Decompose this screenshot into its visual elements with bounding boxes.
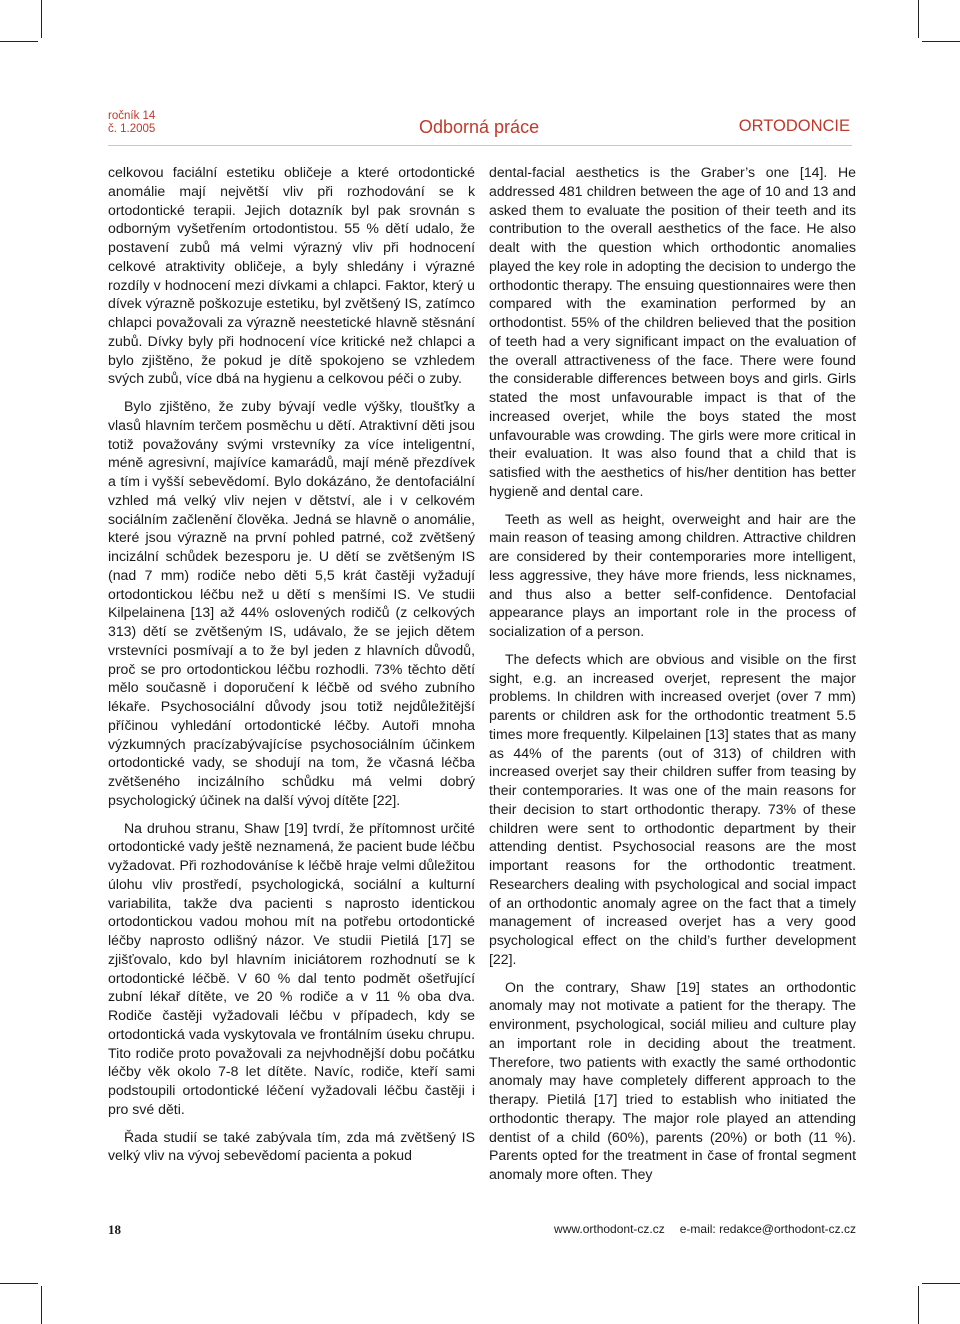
crop-mark (918, 1286, 919, 1324)
article-type: Odborná práce (419, 117, 540, 137)
crop-mark (0, 1283, 38, 1284)
issue-info (108, 110, 155, 136)
crop-mark (918, 0, 919, 38)
volume-label: ročník 14 (108, 110, 156, 122)
paragraph: Řada studií se také zabývala tím, zda má zvětšený IS velký vliv na vývoj sebevědomí pacienta a pokud (108, 1128, 475, 1164)
paragraph: celkovou faciální estetiku obličeje a které ortodontické anomálie mají největší vliv při rozhodování se k ortodontické terapii. Jejich dotazník byl pak srovnán s odborným vyšetřením ortodontistou. 55 % dětí udalo, že postavení zubů má velmi výrazný vliv při hodnocení celkové atraktivity obličeje, a byly shledány i výrazné rozdíly v hodnocení mezi dívkami a chlapci. Faktor, který u dívek výrazně poškozuje estetiku, byl zvětšený IS, zatímco chlapci považovali za výrazně neestetické hlavně stěsnání zubů. Dívky byly při hodnocení více kritické než chlapci a bylo zjištěno, že pokud je dítě spokojeno se vzhledem svých zubů, více dbá na hygienu a celkovou péči o zuby. (108, 164, 475, 387)
header-divider (108, 145, 852, 146)
crop-mark (922, 1283, 960, 1284)
crop-mark (41, 0, 42, 38)
crop-mark (922, 41, 960, 42)
website-link[interactable]: www.orthodont-cz.cz (554, 1222, 665, 1236)
paragraph: Teeth as well as height, overweight and hair are the main reason of teasing among children. Attractive children are considered by their contemporaries more intelligent, less aggressive, they háve more friends, less nicknames, and thus also a better self-confidence. Dentofacial appearance plays an important role in the process of socialization of a person. (489, 510, 856, 639)
paragraph: The defects which are obvious and visible on the first sight, e.g. an increased overjet, represent the major problems. In children with increased overjet (over 7 mm) parents or children ask for the orthodontic treatment 5.5 times more frequently. Kilpelainen [13] states that as many as 44% of the parents (out of 313) of children with increased overjet say their children suffer from teasing by their contemporaries. It was one of the main reasons for their decision to start orthodontic therapy. 73% of these children were sent to orthodontic department by their attending dentist. Psychosocial reasons are the most important reasons for the orthodontic treatment. Researchers dealing with psychological and social impact of an orthodontic anomaly agree on the fact that a timely management of increased overjet has a very good psychological effect on the child’s further development [22]. (489, 650, 856, 967)
email-link[interactable]: e-mail: redakce@orthodont-cz.cz (679, 1222, 856, 1236)
paragraph: dental-facial aesthetics is the Graber’s one [14]. He addressed 481 children between the age of 10 and 13 and asked them to evaluate the position of their teeth and its contribution to the overall aesthetics of the face. He also dealt with the question which orthodontic anomalies played the key role in adopting the decision to undergo the orthodontic therapy. The ensuing questionnaires were then compared with the examination performed by an orthodontist. 55% of the children believed that the position of teeth had a very significant impact on the evaluation of the overall attractiveness of the face. There were found the considerable differences between boys and girls. Girls stated the most unfavourable impact is that of the increased overjet, while the boys stated the most unfavourable was crowding. The girls were more critical in their evaluation. It was also found that a child that is satisfied with the aesthetics of his/her dentition has better hygieně and dental care. (489, 164, 856, 499)
right-column (489, 163, 856, 1184)
paragraph: Na druhou stranu, Shaw [19] tvrdí, že přítomnost určité ortodontické vady ještě neznamená, že pacient bude léčbu vyžadovat. Při rozhodováníse k léčbě hraje velmi důležitou úlohu vliv prostředí, psychologická, sociální a kulturní variabilita, takže dva pacienti s naprosto identickou ortodontickou vadou mohou mít na potřebu ortodontické léčby naprosto odlišný názor. Ve studii Pietilá [17] se zjišťovalo, kdo byl hlavním iniciátorem rozhodnutí se k ortodontické léčbě. V 60 % dal tento podmět ošetřující zubní lékař dítěte, ve 20 % rodiče a v 11 % oba dva. Rodiče častěji vyžadovali léčbu v případech, kdy se ortodontická vada vyskytovala ve frontálním úseku chrupu. Tito rodiče proto považovali za nejvhodnější dobu počátku léčby věk okolo 7-8 let dítěte. Navíc, rodiče, kteří sami podstoupili ortodontické léčení vyžadovali léčbu častěji i pro své děti. (108, 819, 475, 1117)
footer-contact (554, 1222, 856, 1236)
crop-mark (0, 41, 38, 42)
left-column (108, 163, 475, 1165)
paragraph: On the contrary, Shaw [19] states an orthodontic anomaly may not motivate a patient for the therapy. The environment, psychological, sociál milieu and culture play an important role in deciding about the treatment. Therefore, two patients with exactly the samé orthodontic anomaly may have completely different approach to the therapy. Pietilá [17] tried to establish who initiated the orthodontic therapy. The major role played an attending dentist of a child (60%), parents (20%) or both (11 %). Parents opted for the treatment in čase of frontal segment anomaly more often. They (489, 978, 856, 1182)
issue-label: č. 1.2005 (108, 123, 156, 135)
paragraph: Bylo zjištěno, že zuby bývají vedle výšky, tloušťky a vlasů hlavním terčem posměchu u dětí. Atraktivní děti jsou totiž považovány svými vrstevníky za více inteligentní, méně agresivní, majívíce kamarádů, mají méně přezdívek a tím i vyšší sebevědomí. Bylo dokázáno, že dentofaciální vzhled má velký vliv nejen v dětství, ale i v celkovém sociálním začlenění člověka. Jedná se hlavně o anomálie, které jsou výrazně na první pohled patrné, což zvětšený incizální schůdek bezesporu je. U dětí se zvětšeným IS (nad 7 mm) rodiče nebo děti 5,5 krát častěji vyžadují ortodontickou léčbu než u dětí s menšími IS. Ve studii Kilpelainena [13] až 44% oslovených rodičů (z celkových 313) dětí se zvětšeným IS, udávalo, že se jejich dětem vrstevníci posmívají a to že byl jeden z hlavních důvodů, proč se pro ortodontickou léčbu rozhodli. 73% těchto dětí mělo současně i doporučení k léčbě od svého zubního lékaře. Psychosociální důvody jsou totiž nejdůležitější příčinou vyhledání ortodontické léčby. Autoři mnoha výzkumných pracízabývajícíse psychosociálním účinkem ortodontické vady, se shodují na tom, že včasná léčba zvětšeného incizálního schůdku má velmi dobrý psychologický účinek na další vývoj dítěte [22]. (108, 398, 475, 808)
crop-mark (41, 1286, 42, 1324)
section-title: ORTODONCIE (738, 117, 850, 135)
page-number: 18 (108, 1222, 121, 1237)
